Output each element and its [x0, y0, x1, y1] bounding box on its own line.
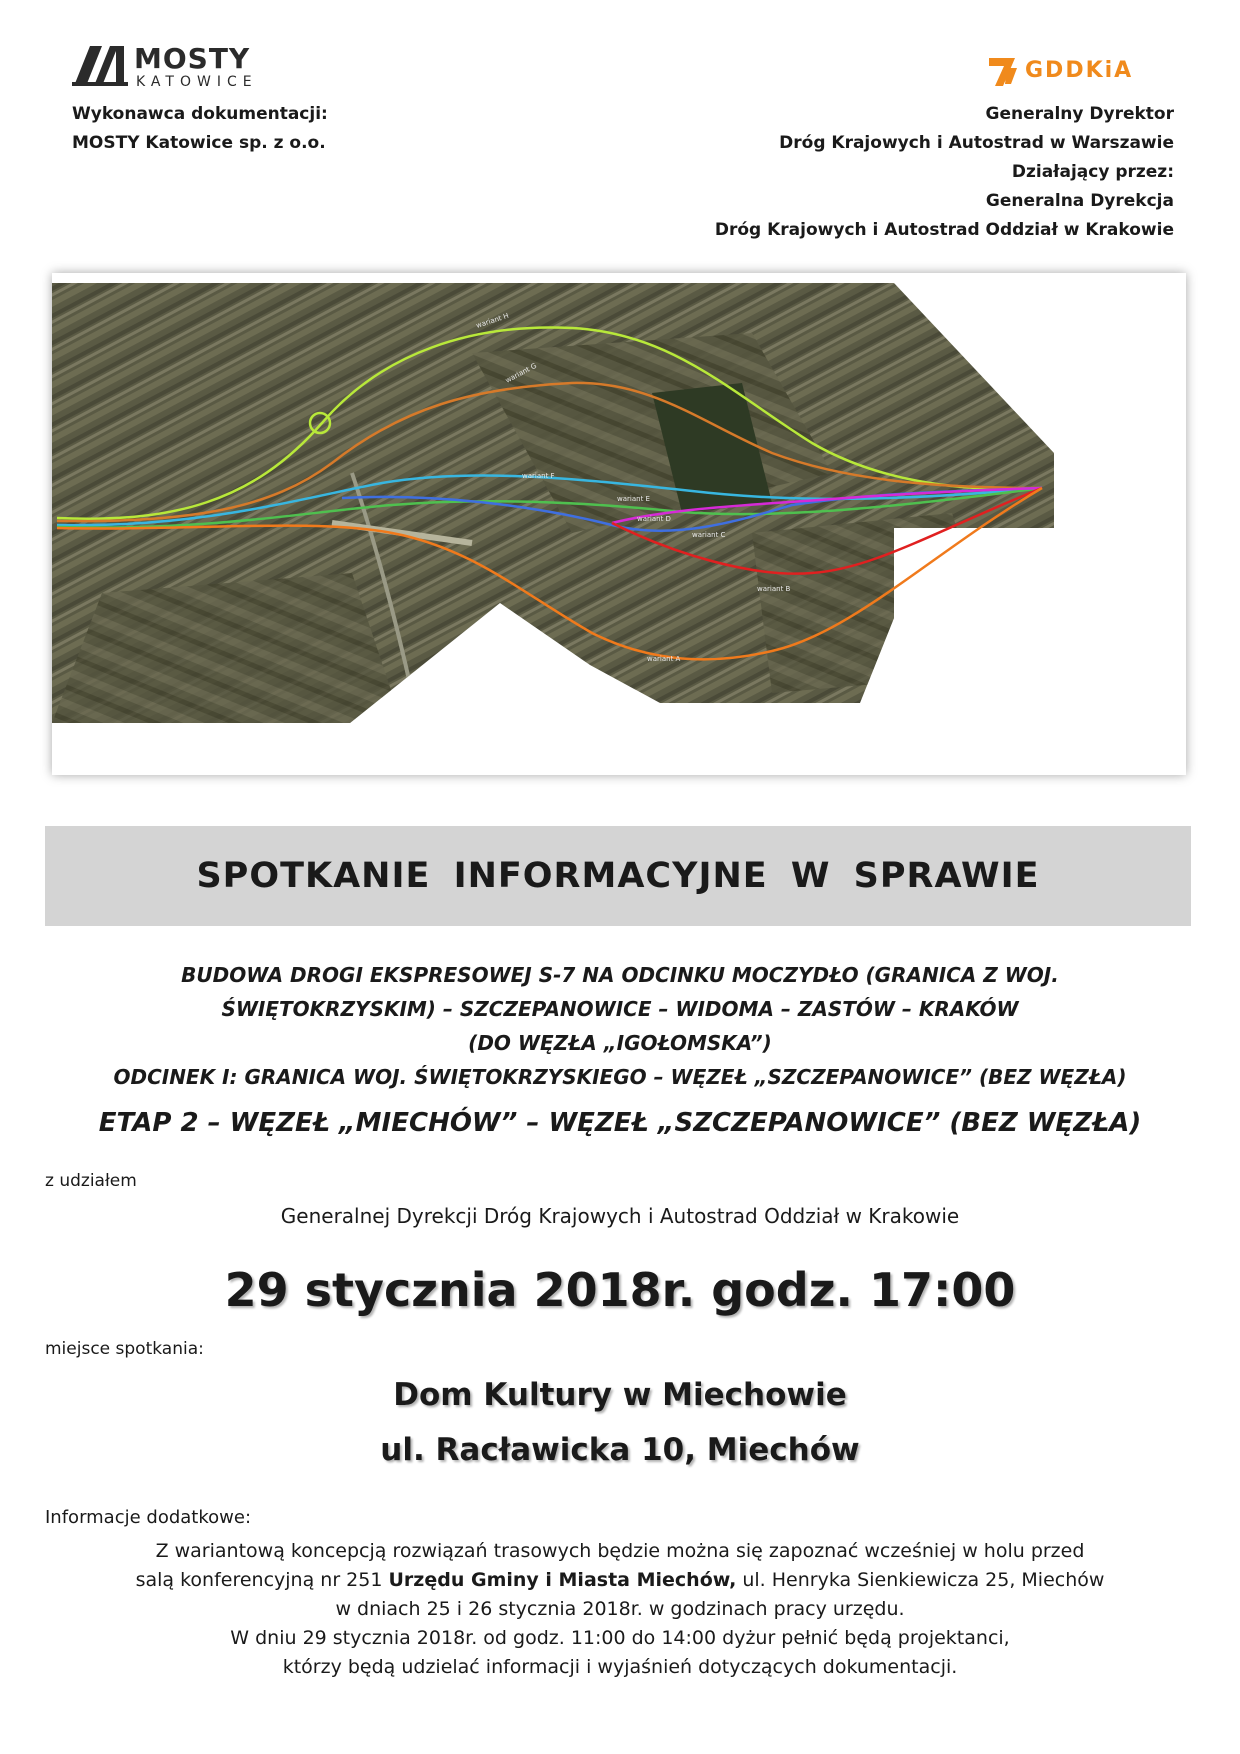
meeting-date: 29 stycznia 2018r. godz. 17:00 [224, 1263, 1016, 1317]
contractor-name: MOSTY Katowice sp. z o.o. [72, 133, 326, 153]
route-variants-map [52, 273, 1186, 775]
client-line: Generalny Dyrektor [985, 104, 1174, 124]
mosty-logo-icon [72, 44, 128, 88]
route-label-f: wariant F [522, 472, 555, 480]
route-label-g: wariant G [504, 361, 538, 385]
mosty-logo [72, 44, 272, 94]
project-line: ODCINEK I: GRANICA WOJ. ŚWIĘTOKRZYSKIEGO – WĘZEŁ „SZCZEPANOWICE” (BEZ WĘZŁA) [113, 1065, 1127, 1089]
place-name: Dom Kultury w Miechowie [393, 1377, 847, 1413]
info-line [0, 1566, 1240, 1595]
client-block [534, 100, 1174, 245]
info-text: ul. Henryka Sienkiewicza 25, Miechów [736, 1569, 1105, 1591]
title-band [45, 826, 1191, 926]
info-office-name: Urzędu Gminy i Miasta Miechów, [388, 1569, 737, 1591]
info-line: którzy będą udzielać informacji i wyjaśnień dotyczących dokumentacji. [282, 1656, 958, 1678]
route-label-e: wariant E [617, 495, 650, 503]
client-line: Działający przez: [1011, 162, 1174, 182]
place-address: ul. Racławicka 10, Miechów [380, 1432, 860, 1468]
band-title: SPOTKANIE INFORMACYJNE W SPRAWIE [196, 856, 1040, 896]
route-label-b: wariant B [757, 585, 791, 593]
project-line: (DO WĘZŁA „IGOŁOMSKA”) [468, 1031, 772, 1055]
route-label-h: wariant H [475, 311, 510, 330]
client-line: Generalna Dyrekcja [985, 191, 1174, 211]
project-line: ŚWIĘTOKRZYSKIM) – SZCZEPANOWICE – WIDOMA – ZASTÓW – KRAKÓW [221, 997, 1019, 1021]
place-label: miejsce spotkania: [45, 1339, 204, 1359]
info-line: w dniach 25 i 26 stycznia 2018r. w godzinach pracy urzędu. [335, 1598, 905, 1620]
mosty-logo-sub: KATOWICE [136, 74, 258, 90]
route-label-a: wariant A [647, 655, 681, 663]
route-label-c: wariant C [692, 531, 726, 539]
with-organization: Generalnej Dyrekcji Dróg Krajowych i Autostrad Oddział w Krakowie [280, 1204, 960, 1228]
client-line: Dróg Krajowych i Autostrad Oddział w Krakowie [714, 220, 1174, 240]
info-label: Informacje dodatkowe: [45, 1507, 252, 1528]
info-line: Z wariantową koncepcją rozwiązań trasowych będzie można się zapoznać wcześniej w holu przed [155, 1540, 1085, 1562]
aerial-photo [52, 273, 1186, 775]
gddkia-logo [985, 54, 1165, 90]
route-label-d: wariant D [637, 515, 671, 523]
etap-title: ETAP 2 – WĘZEŁ „MIECHÓW” – WĘZEŁ „SZCZEPANOWICE” (BEZ WĘZŁA) [98, 1108, 1142, 1138]
info-line: W dniu 29 stycznia 2018r. od godz. 11:00 do 14:00 dyżur pełnić będą projektanci, [230, 1627, 1010, 1649]
contractor-label: Wykonawca dokumentacji: [72, 104, 328, 124]
client-line: Dróg Krajowych i Autostrad w Warszawie [779, 133, 1174, 153]
gddkia-logo-name: GDDKiA [1025, 58, 1134, 83]
mosty-logo-name: MOSTY [134, 42, 251, 75]
project-line: BUDOWA DROGI EKSPRESOWEJ S-7 NA ODCINKU MOCZYDŁO (GRANICA Z WOJ. [181, 963, 1059, 987]
contractor-block [72, 100, 572, 158]
aerial-map-image [52, 273, 1186, 775]
with-label: z udziałem [45, 1171, 137, 1191]
info-text: salą konferencyjną nr 251 [135, 1569, 389, 1591]
gddkia-logo-icon [985, 54, 1021, 88]
